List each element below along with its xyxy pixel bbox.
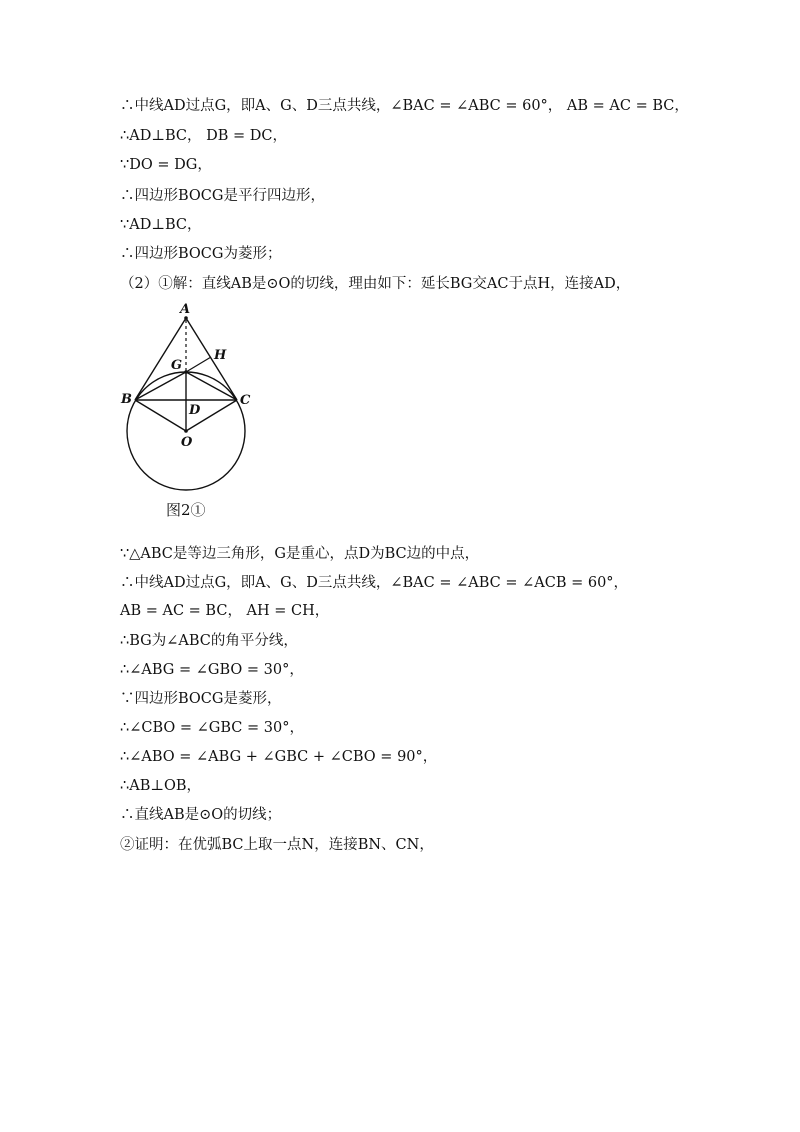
segment-bo	[135, 400, 186, 431]
text-line: ∴AB⊥OB，	[120, 778, 202, 794]
text-line: ∵DO = DG，	[120, 157, 212, 173]
text-line: ∴AD⊥BC， DB = DC，	[120, 128, 287, 144]
text-line: ∴∠ABO = ∠ABG + ∠GBC + ∠CBO = 90°，	[120, 749, 438, 765]
text-line: （2）①解：直线AB是⊙O的切线，理由如下：延长BG交AC于点H，连接AD，	[120, 276, 631, 292]
label-a: A	[180, 302, 191, 317]
text-line: ∴中线AD过点G，即A、G、D三点共线，∠BAC = ∠ABC = ∠ACB = 60°，	[120, 575, 629, 591]
text-line: ∴BG为∠ABC的角平分线，	[120, 633, 298, 649]
label-h: H	[214, 348, 227, 363]
text-line: ②证明：在优弧BC上取一点N，连接BN、CN，	[120, 837, 434, 853]
text-line: ∴∠ABG = ∠GBO = 30°，	[120, 662, 304, 678]
text-line: AB = AC = BC， AH = CH，	[120, 603, 330, 619]
text-line: ∵AD⊥BC，	[120, 217, 202, 233]
segment-ac	[186, 318, 237, 400]
segment-gh	[186, 357, 211, 372]
segment-gc	[186, 372, 237, 400]
text-line: ∴∠CBO = ∠GBC = 30°，	[120, 720, 304, 736]
segment-bg	[135, 372, 186, 400]
point-o	[184, 429, 188, 433]
figure-caption: 图2①	[166, 501, 206, 519]
label-d: D	[189, 403, 201, 418]
text-line: ∴四边形BOCG是平行四边形，	[120, 188, 325, 204]
geometry-figure	[118, 296, 278, 496]
point-g	[184, 370, 188, 374]
text-line: ∴直线AB是⊙O的切线；	[120, 807, 282, 823]
label-o: O	[181, 435, 193, 450]
figure-svg	[118, 296, 278, 496]
label-g: G	[171, 358, 183, 373]
text-line: ∵△ABC是等边三角形，G是重心，点D为BC边的中点，	[120, 546, 480, 562]
text-line: ∵四边形BOCG是菱形，	[120, 691, 282, 707]
text-line: ∴四边形BOCG为菱形；	[120, 246, 282, 262]
text-line: ∴中线AD过点G，即A、G、D三点共线，∠BAC = ∠ABC = 60°， AB = AC = BC，	[120, 98, 689, 114]
label-c: C	[240, 393, 251, 408]
label-b: B	[121, 392, 132, 407]
